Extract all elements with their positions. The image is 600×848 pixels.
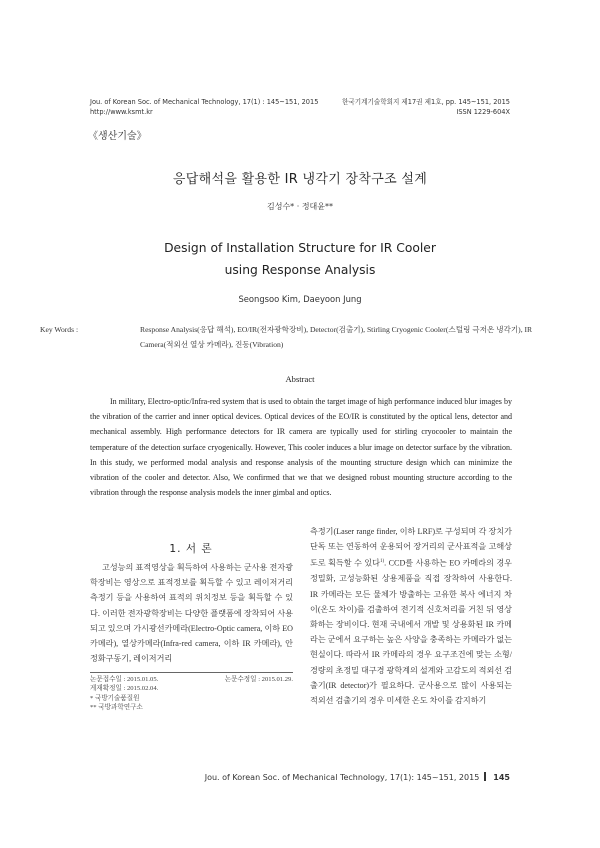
authors-korean: 김성수* · 정대윤**	[267, 202, 333, 211]
published-date: 게재확정일 : 2015.02.04.	[90, 685, 159, 693]
keywords	[40, 322, 562, 352]
running-header-left	[90, 97, 318, 117]
reference-marker[interactable]: 1)	[379, 559, 385, 565]
author2-affiliation: ** 국방과학연구소	[90, 704, 143, 712]
journal-issn: ISSN 1229-604X	[456, 108, 510, 116]
footnotes	[90, 675, 293, 713]
author1-affiliation: * 국방기술품질원	[90, 694, 140, 702]
paper-title-english	[0, 237, 600, 281]
title-en-line2: using Response Analysis	[224, 263, 376, 277]
paper-title-korean: 응답해석을 활용한 IR 냉각기 장착구조 설계	[172, 172, 428, 187]
footer-separator	[484, 772, 486, 781]
keywords-text: Response Analysis(응답 해석), EO/IR(전자광학장비), Detector(검출기), Stirling Cryogenic Cooler(스털링 극저온 냉각기), IR Camera(적외선 열상 카메라), 진동(Vibration)	[140, 325, 533, 349]
revised-date: 논문수정일 : 2015.01.29.	[224, 676, 293, 683]
intro-right-text-cont: . CCD를 사용하는 EO 카메라의 경우 정밀화, 고성능화된 상용제품을 직접 장착하여 사용한다. IR 카메라는 모든 물체가 방출하는 고유한 복사 에너지 차이(온도 차이)를 검출하여 전기적 신호처리를 거친 뒤 영상화하는 장비이다. 현재 국내에서 개발 및 상용화된 IR 카메라는 군에서 요구하는 높은 사양을 충족하는 카메라가 없는 현실이다. 따라서 IR 카메라의 경우 요구조건에 맞는 소형/경량의 초정밀 대구경 광학계의 설계와 고감도의 적외선 검출기(IR detector)가 필요하다. 군사용으로 많이 사용되는 적외선 검출기의 경우 미세한 온도 차이를 감지하기	[310, 559, 512, 705]
journal-citation-ko: 한국기계기술학회지 제17권 제1호, pp. 145~151, 2015	[341, 98, 510, 106]
page-footer	[205, 772, 510, 782]
intro-left-column: 고성능의 표적영상을 획득하여 사용하는 군사용 전자광학장비는 영상으로 표적정보를 획득할 수 있고 레이저거리측정기 등을 사용하여 표적의 위치정보 등을 획득할 수 있다. 이러한 전자광학장비는 다양한 플랫폼에 장착되어 사용되고 있으며 가시광선카메라(Electro-Optic camera, 이하 EO 카메라), 열상카메라(Infra-red camera, 이하 IR 카메라), 안정화구동기, 레이저거리	[90, 563, 293, 664]
section-heading-introduction: 1. 서 론	[169, 543, 213, 555]
section-tag: 《생산기술》	[88, 131, 147, 142]
page-number: 145	[493, 773, 510, 782]
abstract-title: Abstract	[285, 374, 315, 384]
intro-right-column	[310, 524, 512, 708]
journal-citation-en: Jou. of Korean Soc. of Mechanical Technology, 17(1) : 145~151, 2015	[90, 98, 319, 106]
abstract-body: In military, Electro-optic/Infra-red system that is used to obtain the target image of high performance induced blur images by the vibration of the carrier and inner optical devices. Optical devices of the EO/IR is constituted by the optical lens, detector and mechanical assembly. High performance detectors for IR camera are typically used for stirling cryocooler to maintain the temperature of the detection surface cryogenically. However, This cooler induces a blur image on detector surface by the vibration. In this study, we performed modal analysis and response analysis of the mounting structure design which can minimize the vibration of the cooler and detector. Also, We confirmed that we that we designed robust mounting structure according to the vibration through the response analysis models the inner gimbal and optics.	[90, 397, 512, 498]
received-date: 논문접수일 : 2015.01.05.	[90, 676, 159, 683]
keywords-label: Key Words :	[40, 325, 79, 334]
intro-right-text: 측정기(Laser range finder, 이하 LRF)로 구성되며 각 장치가 단독 또는 연동하여 운용되어 장거리의 군사표적을 고해상도로 획득할 수 있다	[310, 527, 512, 569]
journal-url[interactable]: http://www.ksmt.kr	[90, 108, 153, 116]
running-header-right	[342, 97, 510, 117]
title-en-line1: Design of Installation Structure for IR Cooler	[164, 241, 436, 255]
footnote-divider	[90, 672, 293, 673]
footer-citation: Jou. of Korean Soc. of Mechanical Technology, 17(1): 145~151, 2015	[204, 773, 480, 782]
authors-english: Seongsoo Kim, Daeyoon Jung	[238, 294, 362, 304]
